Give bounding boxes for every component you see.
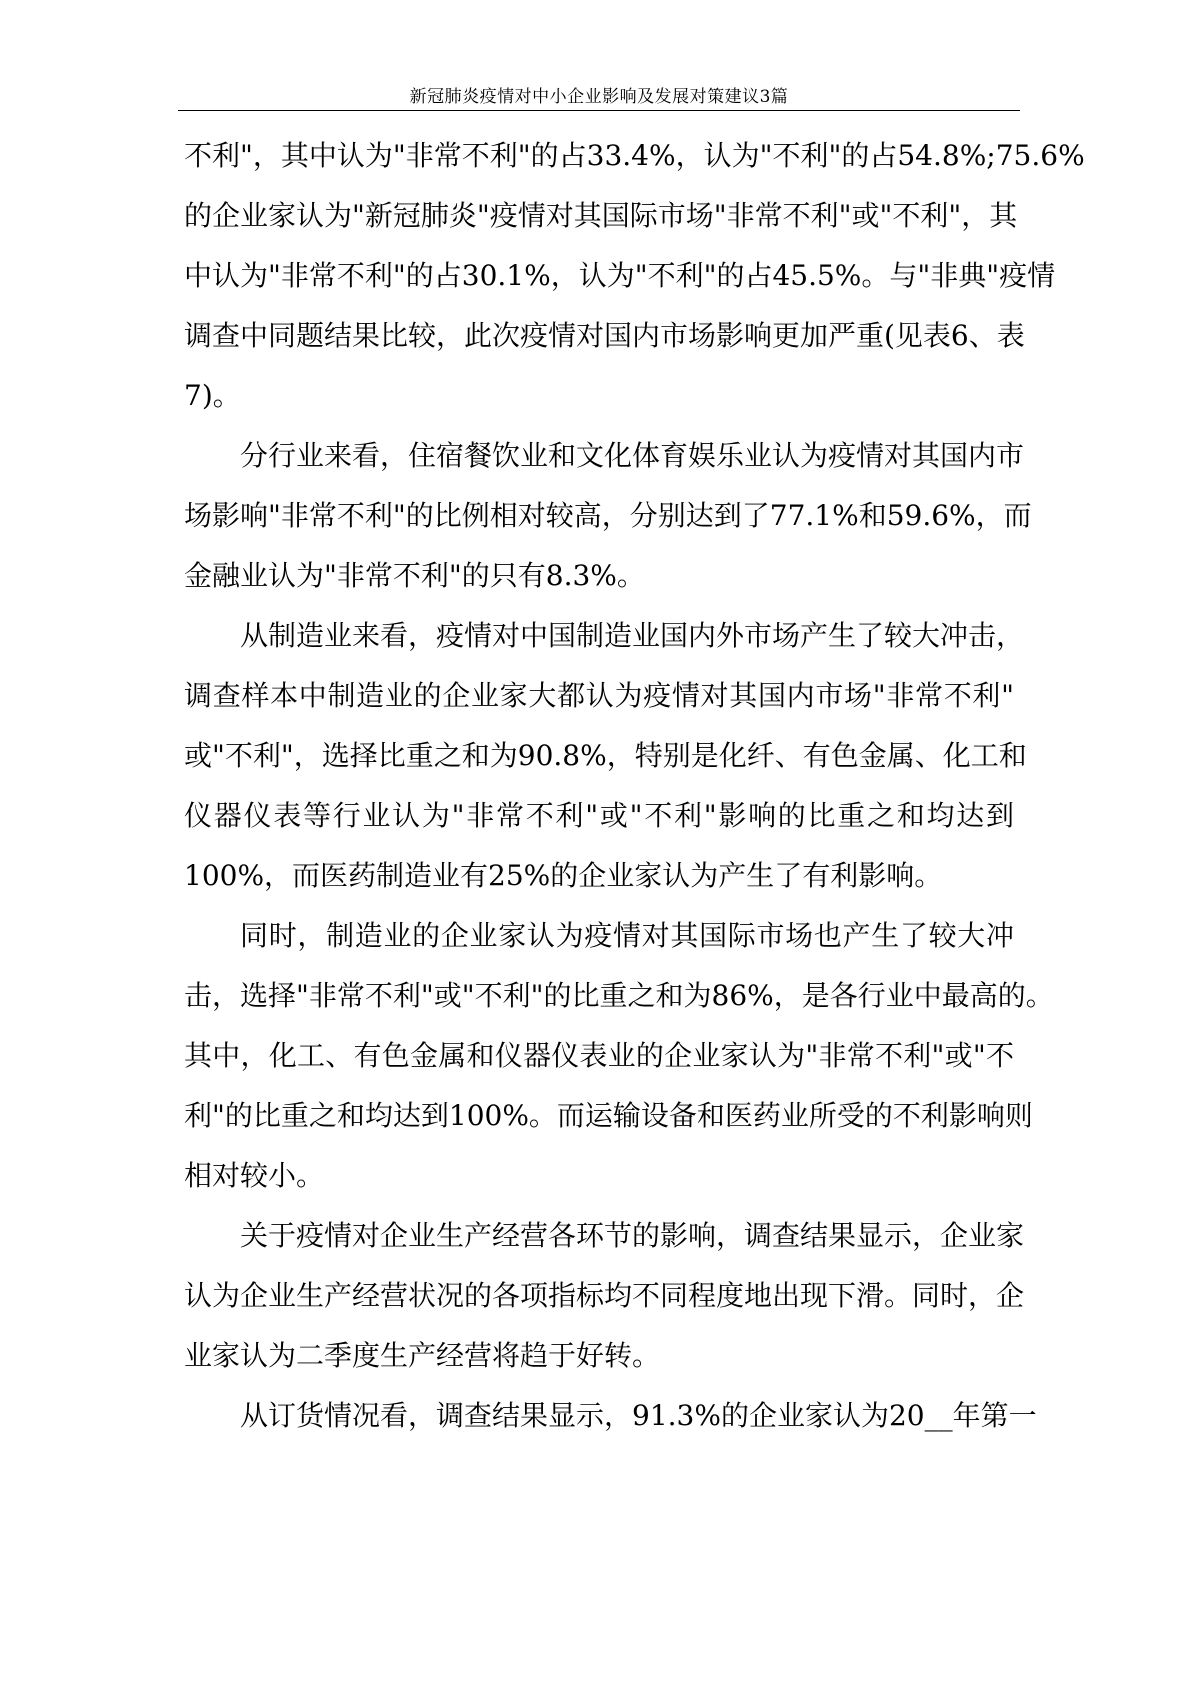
text-line: 其中，化工、有色金属和仪器仪表业的企业家认为"非常不利"或"不	[184, 1039, 1014, 1072]
header-divider	[178, 110, 1020, 111]
text-line: 从订货情况看，调查结果显示，91.3%的企业家认为20__年第一	[240, 1399, 1037, 1432]
text-line: 不利"，其中认为"非常不利"的占33.4%，认为"不利"的占54.8%;75.6%	[184, 139, 1085, 172]
text-line: 100%，而医药制造业有25%的企业家认为产生了有利影响。	[184, 859, 943, 892]
text-line: 分行业来看，住宿餐饮业和文化体育娱乐业认为疫情对其国内市	[240, 439, 1025, 472]
text-line: 击，选择"非常不利"或"不利"的比重之和为86%，是各行业中最高的。	[184, 979, 1054, 1012]
text-line: 调查样本中制造业的企业家大都认为疫情对其国内市场"非常不利"	[184, 679, 1014, 712]
text-line: 认为企业生产经营状况的各项指标均不同程度地出现下滑。同时，企	[184, 1279, 1025, 1312]
text-line: 业家认为二季度生产经营将趋于好转。	[184, 1339, 661, 1372]
text-line: 相对较小。	[184, 1159, 325, 1192]
text-line: 或"不利"，选择比重之和为90.8%，特别是化纤、有色金属、化工和	[184, 739, 1027, 772]
text-line: 场影响"非常不利"的比例相对较高，分别达到了77.1%和59.6%，而	[184, 499, 1032, 532]
running-header-title: 新冠肺炎疫情对中小企业影响及发展对策建议3篇	[409, 87, 789, 107]
text-line: 从制造业来看，疫情对中国制造业国内外市场产生了较大冲击，	[240, 619, 1025, 652]
text-line: 仪器仪表等行业认为"非常不利"或"不利"影响的比重之和均达到	[184, 799, 1014, 832]
body-text	[184, 126, 1085, 1446]
text-line: 利"的比重之和均达到100%。而运输设备和医药业所受的不利影响则	[184, 1099, 1033, 1132]
text-line: 调查中同题结果比较，此次疫情对国内市场影响更加严重(见表6、表	[184, 319, 1025, 352]
text-line: 中认为"非常不利"的占30.1%，认为"不利"的占45.5%。与"非典"疫情	[184, 259, 1056, 292]
text-line: 金融业认为"非常不利"的只有8.3%。	[184, 559, 645, 592]
text-line: 7)。	[184, 379, 241, 412]
text-line: 关于疫情对企业生产经营各环节的影响，调查结果显示，企业家	[240, 1219, 1025, 1252]
text-line: 同时，制造业的企业家认为疫情对其国际市场也产生了较大冲	[240, 919, 1014, 952]
text-line: 的企业家认为"新冠肺炎"疫情对其国际市场"非常不利"或"不利"，其	[184, 199, 1018, 232]
